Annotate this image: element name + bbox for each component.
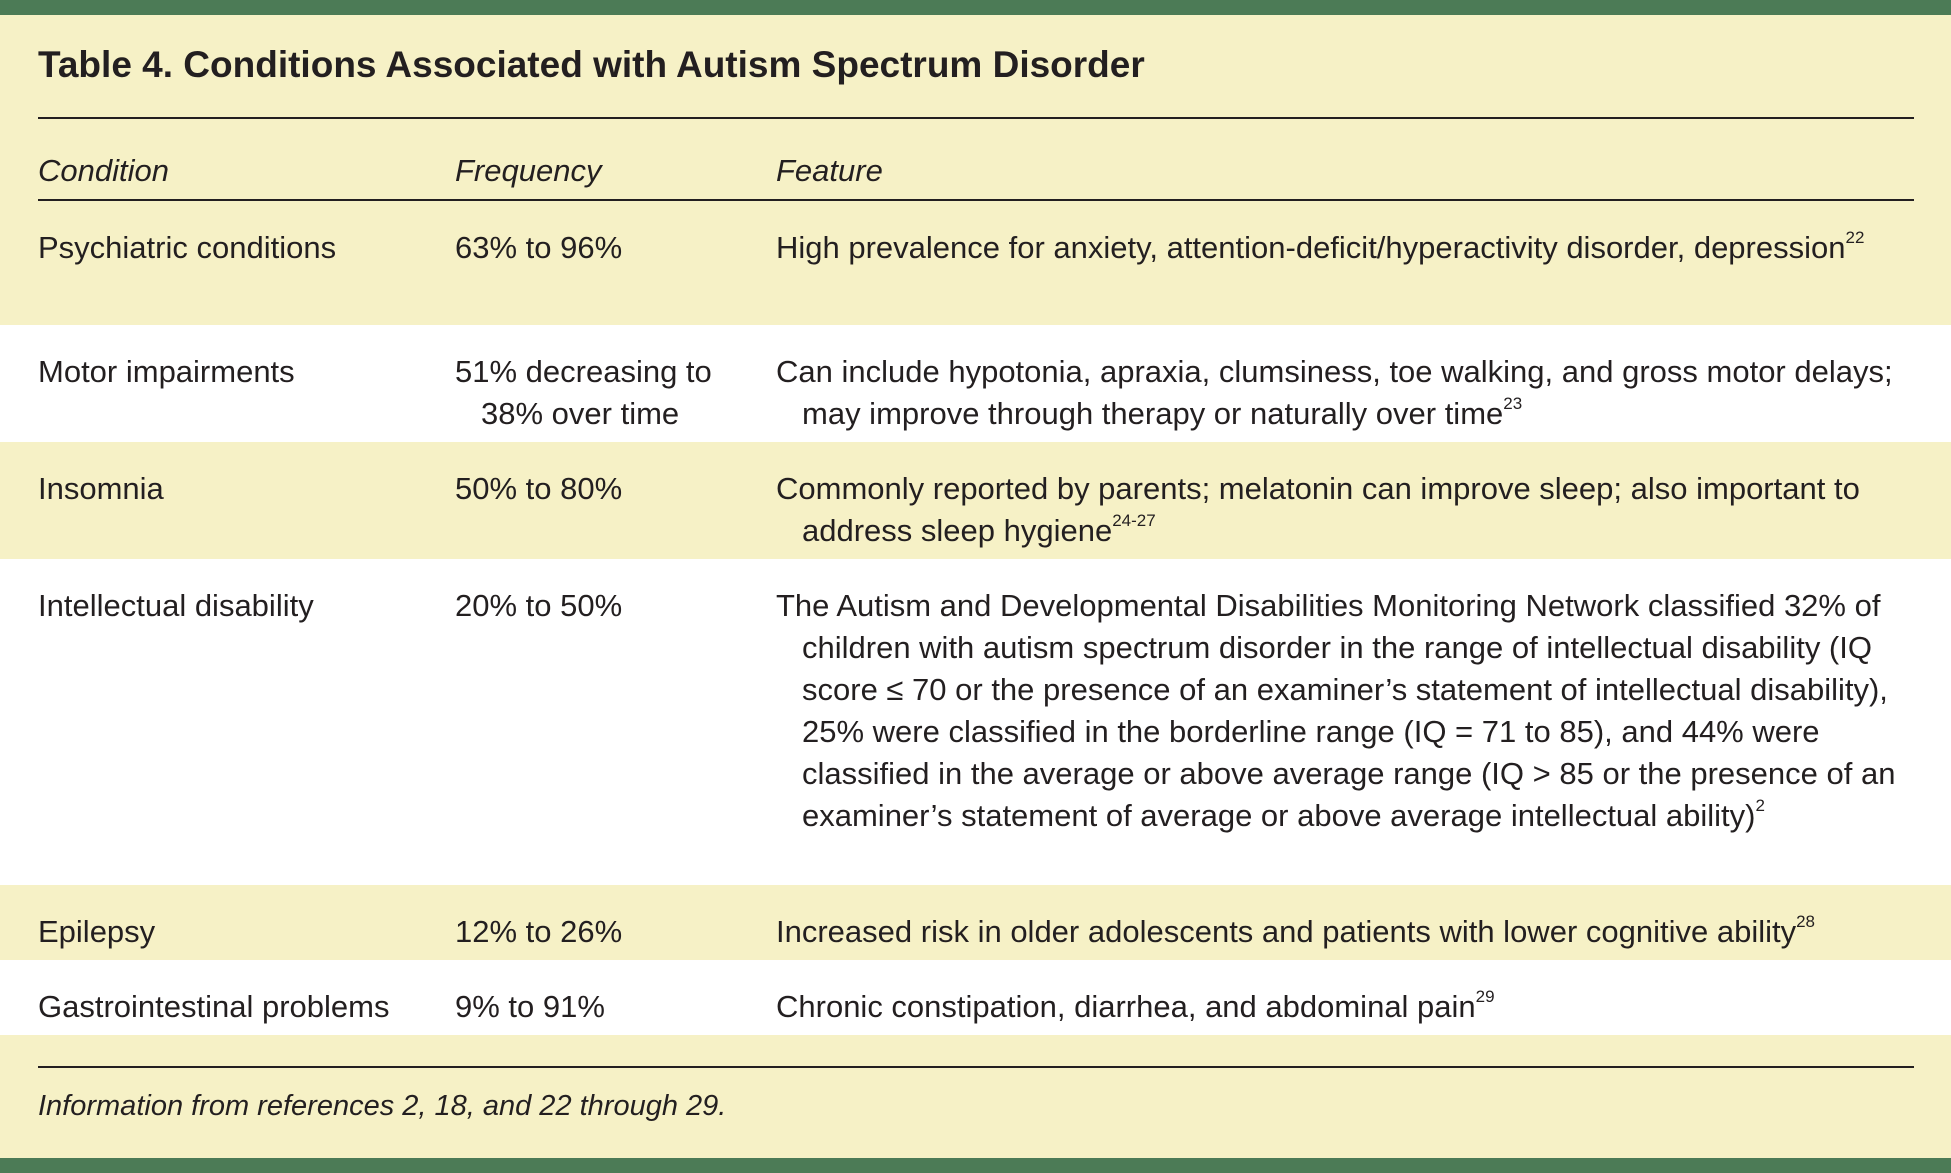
feature-text: High prevalence for anxiety, attention-deficit/hyperactivity disorder, depression: [776, 230, 1846, 265]
table-title: Table 4. Conditions Associated with Autism Spectrum Disorder: [38, 44, 1145, 85]
feature-text: Increased risk in older adolescents and patients with lower cognitive ability: [776, 914, 1797, 949]
table-row: [0, 885, 1951, 960]
reference-superscript: 23: [1503, 393, 1523, 413]
reference-superscript: 22: [1845, 227, 1865, 247]
frequency-cell: 63% to 96%: [455, 230, 623, 265]
condition-cell: Gastrointestinal problems: [38, 989, 390, 1024]
feature-text: Commonly reported by parents; melatonin can improve sleep; also important to address sleep hygiene: [776, 471, 1860, 548]
table-row: [0, 960, 1951, 1035]
feature-cell: [776, 986, 1942, 1028]
header-frequency: Frequency: [455, 153, 602, 188]
table-row: [0, 442, 1951, 559]
frequency-cell: 12% to 26%: [455, 914, 623, 949]
condition-cell: Epilepsy: [38, 914, 156, 949]
header-feature: Feature: [776, 153, 883, 188]
reference-superscript: 24-27: [1112, 510, 1156, 530]
frequency-cell: 50% to 80%: [455, 471, 623, 506]
feature-text: Chronic constipation, diarrhea, and abdominal pain: [776, 989, 1476, 1024]
header-condition: Condition: [38, 153, 169, 188]
footer-rule: [38, 1066, 1914, 1068]
table-row: [0, 325, 1951, 442]
feature-cell: [776, 351, 1942, 435]
feature-text: Can include hypotonia, apraxia, clumsiness, toe walking, and gross motor delays; may improve through therapy or naturally over time: [776, 354, 1893, 431]
source-note: Information from references 2, 18, and 22 through 29.: [38, 1090, 727, 1122]
feature-cell: [776, 227, 1942, 269]
feature-cell: [776, 585, 1942, 837]
condition-cell: Motor impairments: [38, 354, 295, 389]
frequency-cell: 20% to 50%: [455, 588, 623, 623]
reference-superscript: 29: [1475, 986, 1495, 1006]
reference-superscript: 28: [1796, 911, 1816, 931]
condition-cell: Intellectual disability: [38, 588, 314, 623]
feature-text: The Autism and Developmental Disabilities Monitoring Network classified 32% of children with autism spectrum disorder in the range of intellectual disability (IQ score ≤ 70 or the presence of an examiner’s statement of intellectual disability), 25% were classified in the borderline range (IQ = 71 to 85), and 44% were classified in the average or above average range (IQ > 85 or the presence of an examiner’s statement of average or above average intellectual ability): [776, 588, 1896, 833]
table-row: [0, 201, 1951, 325]
condition-cell: Insomnia: [38, 471, 164, 506]
feature-cell: [776, 911, 1942, 953]
reference-superscript: 2: [1755, 795, 1765, 815]
condition-cell: Psychiatric conditions: [38, 230, 337, 265]
frequency-cell: 51% decreasing to 38% over time: [455, 354, 712, 431]
title-rule: [38, 117, 1914, 119]
table-row: [0, 559, 1951, 885]
frequency-cell: 9% to 91%: [455, 989, 605, 1024]
top-band: [0, 0, 1951, 15]
feature-cell: [776, 468, 1942, 552]
bottom-band: [0, 1158, 1951, 1173]
